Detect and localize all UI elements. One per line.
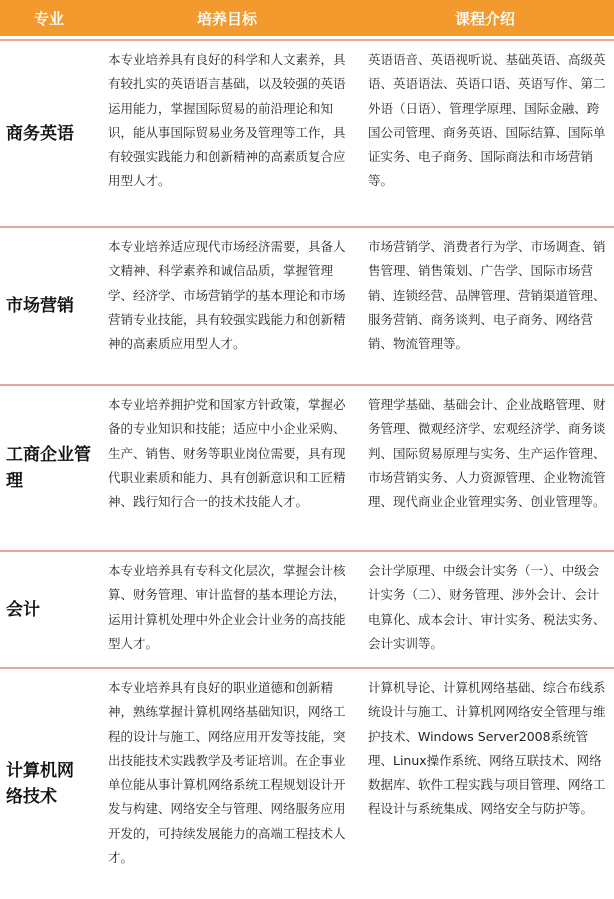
header-courses: 课程介绍 [454,9,515,28]
row-goal: 本专业培养具有良好的职业道德和创新精神，熟练掌握计算机网络基础知识，网络工程的设计与施工、网络应用开发等技能，突出技能技术实践教学及考证培训。在企事业单位能从事计算机网络系统工程规划设计开发与构建、网络安全与管理、网络服务应用开发的，可持续发展能力的高端工程技术人才。 [108,680,346,866]
row-major: 工商企业管理 [6,445,91,491]
row-goal: 本专业培养具有良好的科学和人文素养，具有较扎实的英语语言基础，以及较强的英语运用能力，掌握国际贸易的前沿理论和知识，能从事国际贸易业务及管理等工作，具有较强实践能力和创新精神的高素质复合应用型人才。 [108,52,346,189]
row-goal: 本专业培养适应现代市场经济需要，具备人文精神、科学素养和诚信品质，掌握管理学、经济学、市场营销学的基本理论和市场营销专业技能，具有较强实践能力和创新精神的高素质应用型人才。 [108,239,346,352]
header-goal: 培养目标 [196,9,257,28]
row-courses: 管理学基础、基础会计、企业战略管理、财务管理、微观经济学、宏观经济学、商务谈判、国际贸易原理与实务、生产运作管理、市场营销实务、人力资源管理、企业物流管理、现代商业企业管理实务、创业管理等。 [368,397,606,510]
row-goal: 本专业培养拥护党和国家方针政策，掌握必备的专业知识和技能；适应中小企业采购、生产、销售、财务等职业岗位需要，具有现代职业素质和能力、具有创新意识和工匠精神、践行知行合一的技术技能人才。 [108,397,346,510]
row-courses: 英语语音、英语视听说、基础英语、高级英语、英语语法、英语口语、英语写作、第二外语（日语）、管理学原理、国际金融、跨国公司管理、商务英语、国际结算、国际单证实务、电子商务、国际商法和市场营销等。 [368,52,606,189]
row-major: 商务英语 [6,123,74,144]
row-goal: 本专业培养具有专科文化层次，掌握会计核算、财务管理、审计监督的基本理论方法，运用计算机处理中外企业会计业务的高技能型人才。 [108,563,346,651]
row-courses: 计算机导论、计算机网络基础、综合布线系统设计与施工、计算机网网络安全管理与维护技术、Windows Server2008系统管理、Linux操作系统、网络互联技术、网络数据库、软件工程实践与项目管理、网络工程设计与系统集成、网络安全与防护等。 [368,680,606,817]
header-major: 专业 [33,9,64,28]
row-major: 计算机网络技术 [6,761,74,807]
row-courses: 会计学原理、中级会计实务（一）、中级会计实务（二）、财务管理、涉外会计、会计电算化、成本会计、审计实务、税法实务、会计实训等。 [368,563,606,651]
row-major: 会计 [6,599,40,620]
row-courses: 市场营销学、消费者行为学、市场调查、销售管理、销售策划、广告学、国际市场营销、连锁经营、品牌管理、营销渠道管理、服务营销、商务谈判、电子商务、网络营销、物流管理等。 [368,239,606,352]
row-major: 市场营销 [6,296,74,316]
row-divider [0,667,614,669]
table-header [0,0,614,36]
